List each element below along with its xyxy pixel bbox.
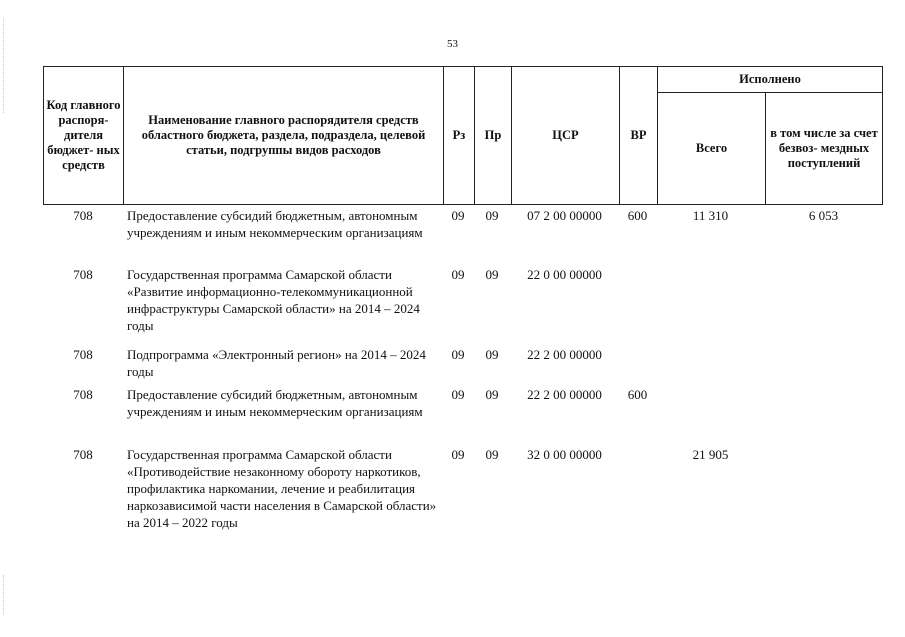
header-code: Код главного распоря- дителя бюджет- ных средств	[44, 67, 124, 205]
row-name: Предоставление субсидий бюджетным, автономным учреждениям и иным некоммерческим организациям	[127, 387, 423, 419]
row-code: 708	[73, 267, 93, 282]
row-name: Государственная программа Самарской области «Развитие информационно-телекоммуникационной инфраструктуры Самарской области» на 2014 – 2024 годы	[127, 267, 420, 333]
row-rz: 09	[451, 267, 465, 282]
row-pr: 09	[485, 447, 499, 462]
row-name: Подпрограмма «Электронный регион» на 2014 – 2024 годы	[127, 347, 426, 379]
scan-margin-mark	[3, 18, 7, 113]
header-executed: Исполнено	[658, 67, 883, 93]
row-csr: 07 2 00 00000	[527, 208, 602, 223]
row-name: Государственная программа Самарской области «Противодействие незаконному обороту наркотиков, профилактика наркомании, лечение и реабилитация наркозависимой части населения в Самарской области» на 2014 – 2022 годы	[127, 447, 437, 530]
row-csr: 32 0 00 00000	[527, 447, 602, 462]
header-free: в том числе за счет безвоз- мездных поступлений	[766, 93, 883, 205]
row-rz: 09	[451, 387, 465, 402]
table-header	[43, 66, 883, 205]
row-pr: 09	[485, 208, 499, 223]
row-pr: 09	[485, 267, 499, 282]
row-rz: 09	[451, 347, 465, 362]
scan-margin-mark	[3, 575, 7, 615]
row-csr: 22 0 00 00000	[527, 267, 602, 282]
row-code: 708	[73, 347, 93, 362]
row-code: 708	[73, 387, 93, 402]
header-rz: Рз	[444, 67, 475, 205]
header-name: Наименование главного распорядителя средств областного бюджета, раздела, подраздела, целевой статьи, подгруппы видов расходов	[124, 67, 444, 205]
row-total: 11 310	[692, 208, 729, 223]
page-number: 53	[447, 38, 458, 50]
row-name: Предоставление субсидий бюджетным, автономным учреждениям и иным некоммерческим организациям	[127, 208, 423, 240]
row-csr: 22 2 00 00000	[527, 347, 602, 362]
row-rz: 09	[451, 208, 465, 223]
row-free: 6 053	[808, 208, 839, 223]
row-rz: 09	[451, 447, 465, 462]
row-code: 708	[73, 447, 93, 462]
row-vr: 600	[627, 387, 648, 402]
header-csr: ЦСР	[512, 67, 620, 205]
row-vr: 600	[627, 208, 648, 223]
row-pr: 09	[485, 347, 499, 362]
row-total: 21 905	[692, 447, 729, 462]
row-csr: 22 2 00 00000	[527, 387, 602, 402]
row-code: 708	[73, 208, 93, 223]
header-pr: Пр	[475, 67, 512, 205]
row-pr: 09	[485, 387, 499, 402]
header-total: Всего	[658, 93, 766, 205]
header-vr: ВР	[620, 67, 658, 205]
